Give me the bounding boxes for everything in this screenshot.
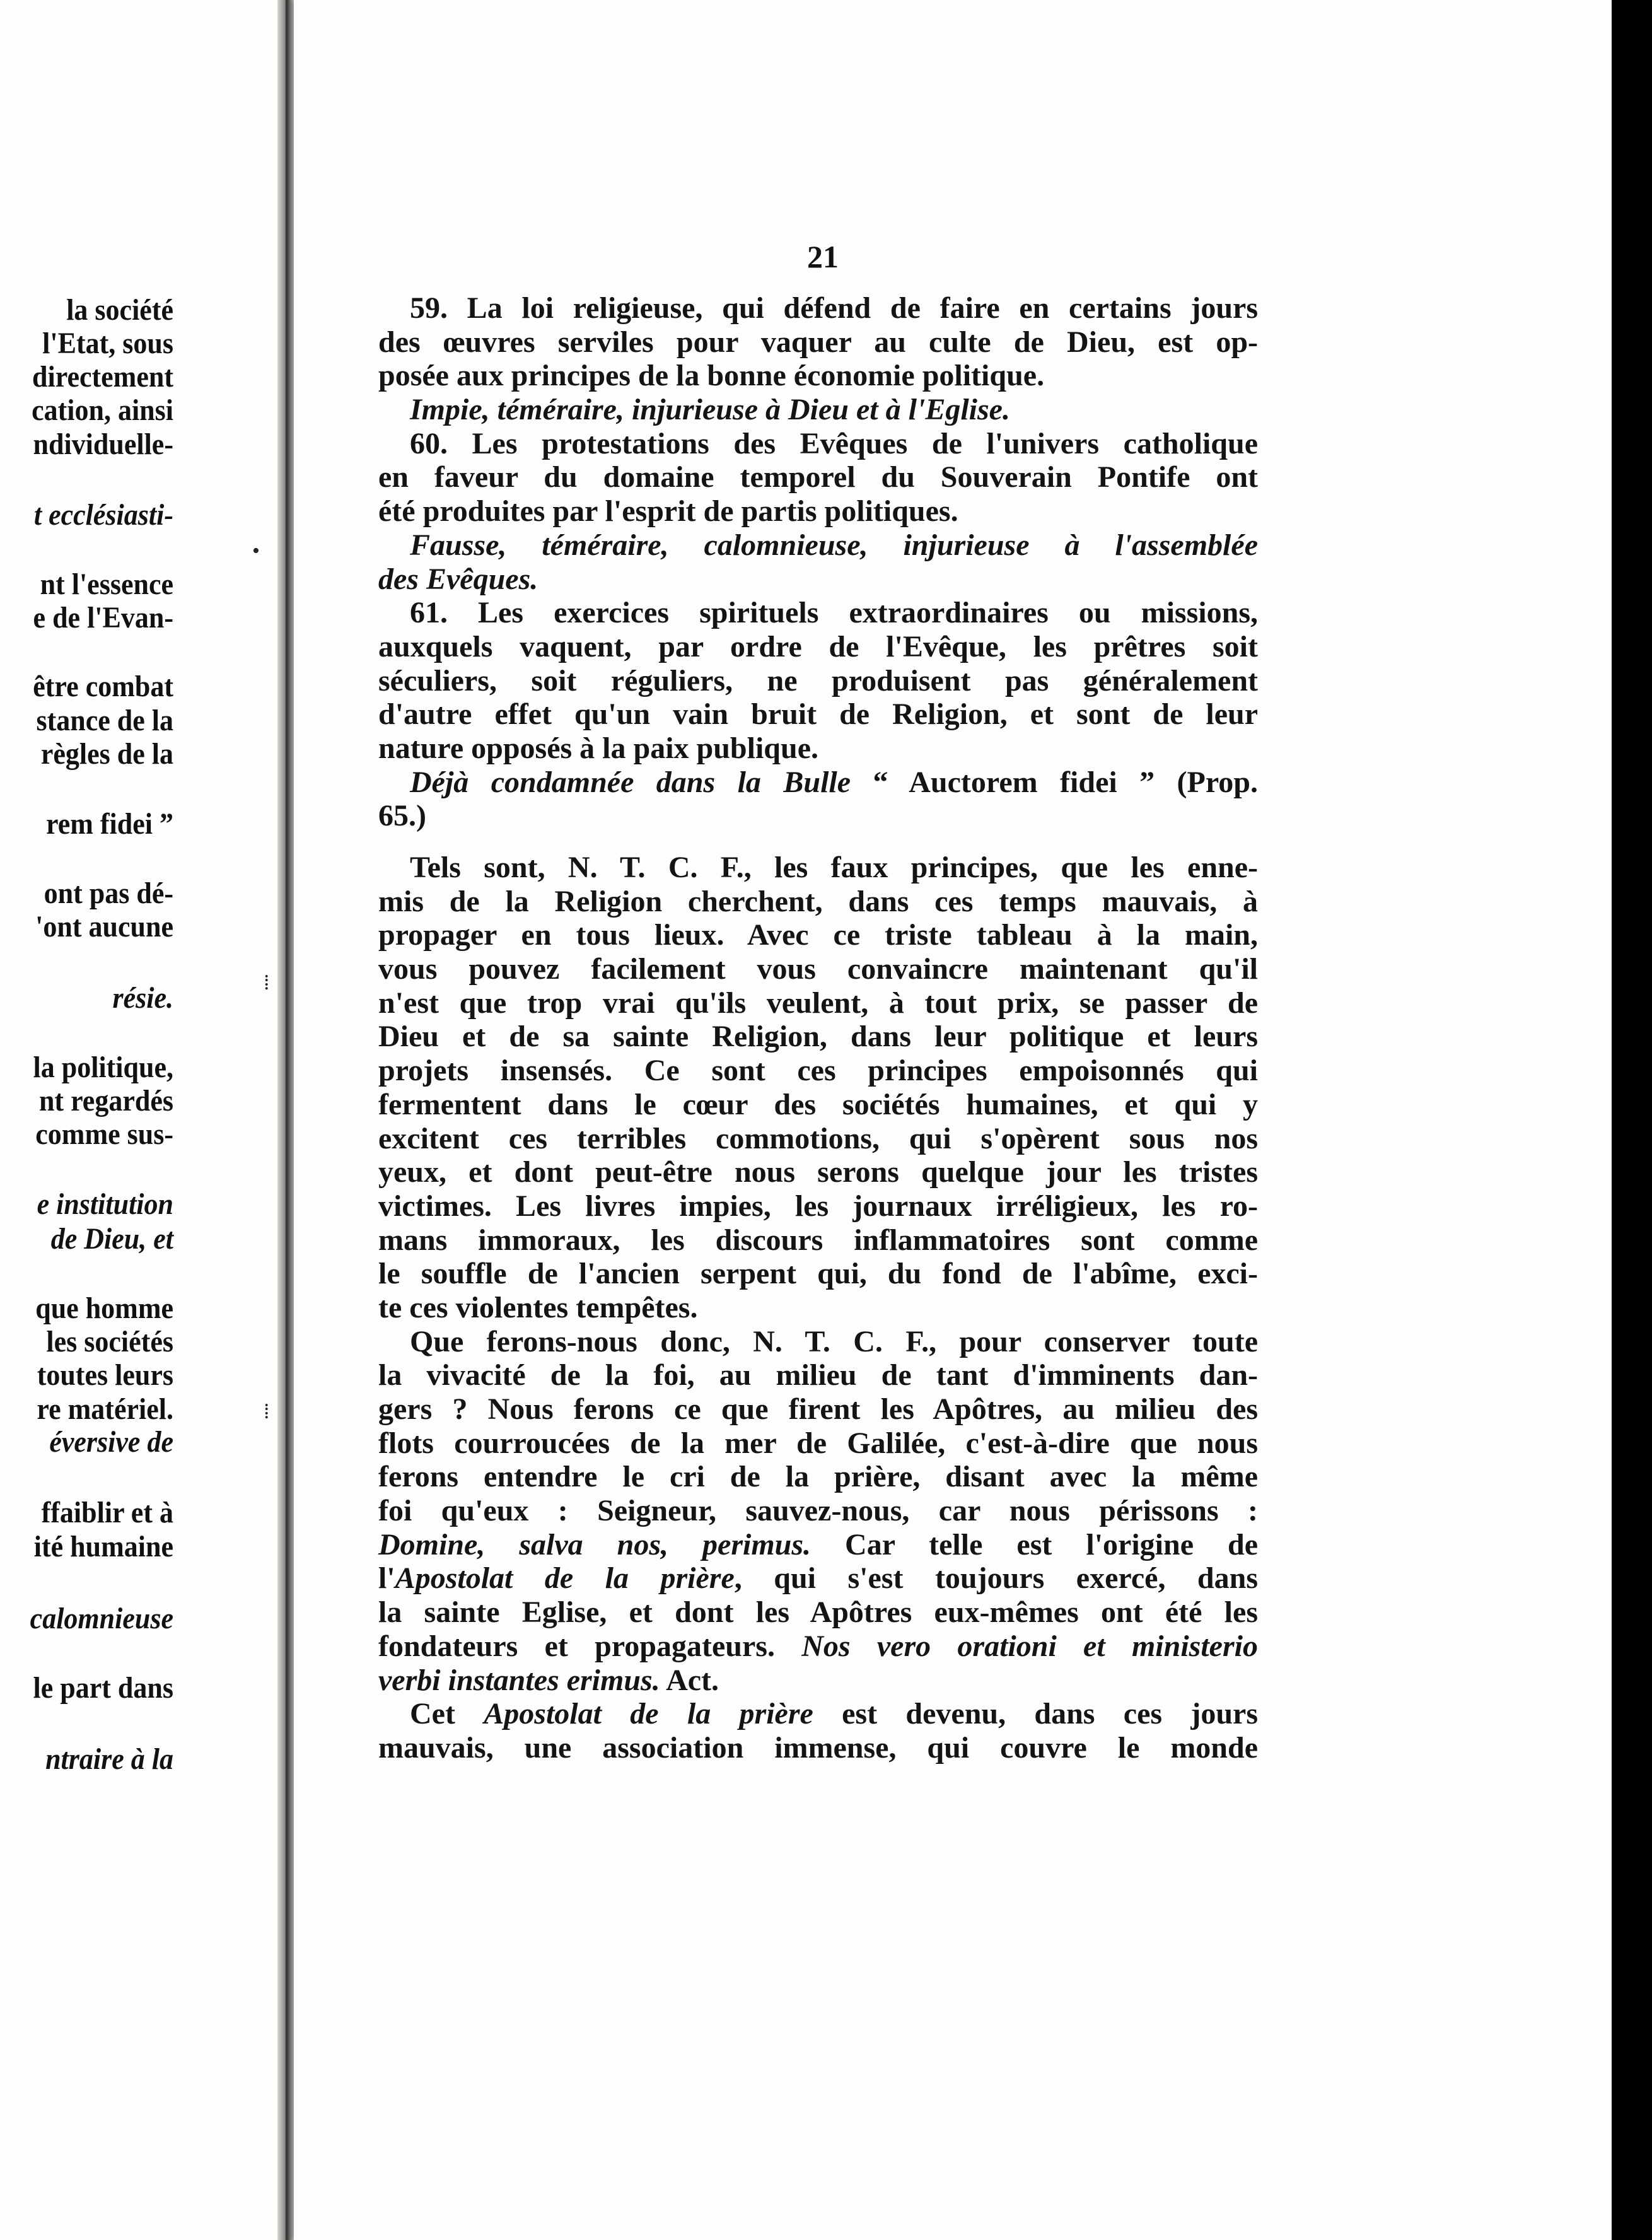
paragraph-gap (378, 833, 1258, 851)
text-line (378, 1088, 1258, 1122)
text-line-content: excitent ces terribles commotions, qui s'opèrent sous nos (378, 1121, 1258, 1155)
text-line (378, 1257, 1258, 1291)
text-line-content: Dieu et de sa sainte Religion, dans leur politique et leurs (378, 1020, 1258, 1054)
text-line (378, 799, 1258, 833)
text-line-content: verbi instantes erimus. (378, 1663, 660, 1697)
text-line (378, 494, 1258, 528)
left-page-fragment: règles de la (40, 737, 173, 771)
text-line-content: été produites par l'esprit de partis politiques. (378, 494, 958, 528)
text-line (378, 732, 1258, 766)
text-line (378, 952, 1258, 986)
text-line-content: en faveur du domaine temporel du Souverain Pontife ont (378, 460, 1258, 494)
text-line-content: des Evêques. (378, 562, 538, 596)
text-line (378, 1189, 1258, 1223)
text-line (378, 1122, 1258, 1156)
text-line-content: Tels sont, N. T. C. F., les faux principes, que les enne- (410, 851, 1258, 884)
text-line-italic: Nos vero orationi et ministerio (801, 1629, 1258, 1663)
left-page-fragment: ffaiblir et à (41, 1496, 173, 1529)
text-line-content: Que ferons-nous donc, N. T. C. F., pour conserver toute (410, 1324, 1258, 1358)
left-page-fragment: rem fidei ” (45, 807, 173, 841)
text-line (378, 393, 1258, 427)
left-page-fragment: directement (32, 360, 173, 394)
text-line (378, 918, 1258, 952)
left-page-fragment: comme sus- (35, 1117, 173, 1151)
text-line (378, 851, 1258, 885)
text-line-content: fondateurs et propagateurs. (378, 1629, 802, 1663)
left-page-fragment: nt l'essence (40, 568, 173, 601)
text-line (378, 1426, 1258, 1461)
text-line-content: foi qu'eux : Seigneur, sauvez-nous, car nous périssons : (378, 1494, 1258, 1528)
text-line (378, 664, 1258, 698)
text-line-content: mans immoraux, les discours inflammatoires sont comme (378, 1223, 1258, 1257)
text-line (378, 563, 1258, 597)
text-line (378, 1020, 1258, 1054)
text-line-tail: Act. (660, 1663, 719, 1697)
text-line-content: projets insensés. Ce sont ces principes empoisonnés qui (378, 1054, 1258, 1088)
binding-mark: ⁞ (264, 971, 270, 995)
margin-dot: • (252, 539, 260, 563)
text-line-italic: Apostolat de la prière (484, 1697, 813, 1731)
text-line (378, 359, 1258, 393)
left-page-fragment: la politique, (33, 1051, 173, 1084)
text-line (378, 697, 1258, 732)
text-line-content: Impie, téméraire, injurieuse à Dieu et à l'Eglise. (410, 393, 1010, 427)
text-line-content: gers ? Nous ferons ce que firent les Apôtres, au milieu des (378, 1392, 1258, 1426)
text-line-content: victimes. Les livres impies, les journaux irréligieux, les ro- (378, 1189, 1258, 1223)
text-line-tail: , qui s'est toujours exercé, dans (734, 1561, 1258, 1595)
text-line (378, 596, 1258, 630)
text-line-content: 65.) (378, 799, 426, 833)
text-line-content: n'est que trop vrai qu'ils veulent, à tout prix, se passer de (378, 986, 1258, 1020)
text-line-content: te ces violentes tempêtes. (378, 1290, 698, 1324)
text-line-content: Cet (410, 1697, 484, 1731)
text-line (378, 427, 1258, 461)
left-page (0, 0, 277, 2240)
text-line (378, 630, 1258, 664)
left-page-fragment: la société (66, 293, 173, 327)
text-line (378, 1460, 1258, 1494)
text-line (378, 1595, 1258, 1630)
text-line-content: le souffle de l'ancien serpent qui, du fond de l'abîme, exci- (378, 1257, 1258, 1291)
text-line-content: mis de la Religion cherchent, dans ces temps mauvais, à (378, 884, 1258, 918)
text-line-tail: Car telle est l'origine de (811, 1527, 1259, 1561)
text-line-content: vous pouvez facilement vous convaincre maintenant qu'il (378, 952, 1258, 986)
text-line-content: fermentent dans le cœur des sociétés humaines, et qui y (378, 1087, 1258, 1121)
text-line-content: ferons entendre le cri de la prière, disant avec la même (378, 1460, 1258, 1494)
left-page-fragment: les sociétés (46, 1325, 173, 1358)
text-line-content: flots courroucées de la mer de Galilée, c'est-à-dire que nous (378, 1426, 1258, 1460)
left-page-fragment: cation, ainsi (32, 394, 173, 427)
left-page-fragment: toutes leurs (37, 1358, 173, 1392)
text-line (378, 1697, 1258, 1731)
text-line (378, 885, 1258, 919)
left-page-fragment: éversive de (49, 1425, 173, 1459)
text-line (378, 460, 1258, 494)
text-line-content: la sainte Eglise, et dont les Apôtres eux-mêmes ont été les (378, 1595, 1258, 1630)
left-page-fragment: être combat (33, 670, 173, 703)
left-page-fragment: de Dieu, et (50, 1222, 173, 1256)
text-line (378, 1054, 1258, 1088)
binding-mark: ⁞ (264, 1400, 270, 1423)
left-page-fragment: l'Etat, sous (42, 327, 173, 360)
left-page-fragment: ité humaine (33, 1530, 173, 1563)
page-number: 21 (807, 239, 839, 274)
text-line-content: des œuvres serviles pour vaquer au culte de Dieu, est op- (378, 325, 1258, 359)
left-page-fragment: résie. (112, 981, 173, 1015)
text-line-content: 60. Les protestations des Evêques de l'univers catholique (410, 426, 1258, 460)
text-line (378, 1731, 1258, 1765)
book-fold (277, 0, 294, 2240)
text-line (378, 528, 1258, 563)
text-line-content: 59. La loi religieuse, qui défend de faire en certains jours (410, 291, 1258, 325)
left-page-fragment: calomnieuse (30, 1602, 173, 1635)
left-page-fragment: nt regardés (38, 1084, 173, 1117)
text-line (378, 1664, 1258, 1698)
text-line-content: Déjà condamnée dans la Bulle (410, 765, 851, 799)
text-line (378, 1325, 1258, 1359)
text-line (378, 1630, 1258, 1664)
left-page-fragment: stance de la (36, 704, 173, 737)
text-line-content: nature opposés à la paix publique. (378, 731, 818, 765)
left-page-fragment: t ecclésiasti- (33, 498, 173, 532)
text-line-content: l' (378, 1561, 395, 1595)
text-line-content: propager en tous lieux. Avec ce triste tableau à la main, (378, 918, 1258, 952)
left-page-fragment: e institution (37, 1187, 173, 1221)
text-line-tail: “ Auctorem fidei ” (Prop. (851, 765, 1258, 799)
left-page-fragment: ndividuelle- (33, 428, 173, 461)
left-page-fragment: 'ont aucune (35, 910, 173, 943)
text-line-content: la vivacité de la foi, au milieu de tant d'imminents dan- (378, 1358, 1258, 1392)
text-line-content: posée aux principes de la bonne économie politique. (378, 359, 1045, 393)
left-page-fragment: que homme (35, 1292, 173, 1325)
text-line (378, 1358, 1258, 1392)
text-line (378, 1392, 1258, 1426)
text-line-content: mauvais, une association immense, qui couvre le monde (378, 1730, 1258, 1765)
text-line (378, 325, 1258, 359)
text-line (378, 766, 1258, 800)
scan-border (1612, 0, 1652, 2240)
text-line (378, 1291, 1258, 1325)
text-line-tail: est devenu, dans ces jours (813, 1697, 1259, 1731)
text-line (378, 291, 1258, 325)
text-line (378, 1155, 1258, 1189)
page-body-text (378, 291, 1258, 1765)
text-line-content: d'autre effet qu'un vain bruit de Religion, et sont de leur (378, 697, 1258, 732)
text-line-content: yeux, et dont peut-être nous serons quelque jour les tristes (378, 1155, 1258, 1189)
left-page-fragment: e de l'Evan- (33, 601, 173, 634)
text-line (378, 1223, 1258, 1257)
left-page-fragment: ntraire à la (45, 1742, 173, 1776)
text-line (378, 1494, 1258, 1528)
text-line-content: 61. Les exercices spirituels extraordinaires ou missions, (410, 596, 1258, 630)
left-page-fragment: le part dans (33, 1671, 173, 1705)
text-line (378, 986, 1258, 1020)
text-line-content: Domine, salva nos, perimus. (378, 1527, 811, 1561)
text-line-italic: Apostolat de la prière (395, 1561, 735, 1595)
left-page-fragment: ont pas dé- (44, 877, 173, 910)
text-line-content: auxquels vaquent, par ordre de l'Evêque, les prêtres soit (378, 629, 1258, 663)
text-line-content: séculiers, soit réguliers, ne produisent pas généralement (378, 663, 1258, 697)
text-line-content: Fausse, téméraire, calomnieuse, injurieuse à l'assemblée (410, 528, 1258, 562)
text-line (378, 1561, 1258, 1595)
text-line (378, 1528, 1258, 1562)
left-page-fragment: re matériel. (37, 1392, 173, 1426)
